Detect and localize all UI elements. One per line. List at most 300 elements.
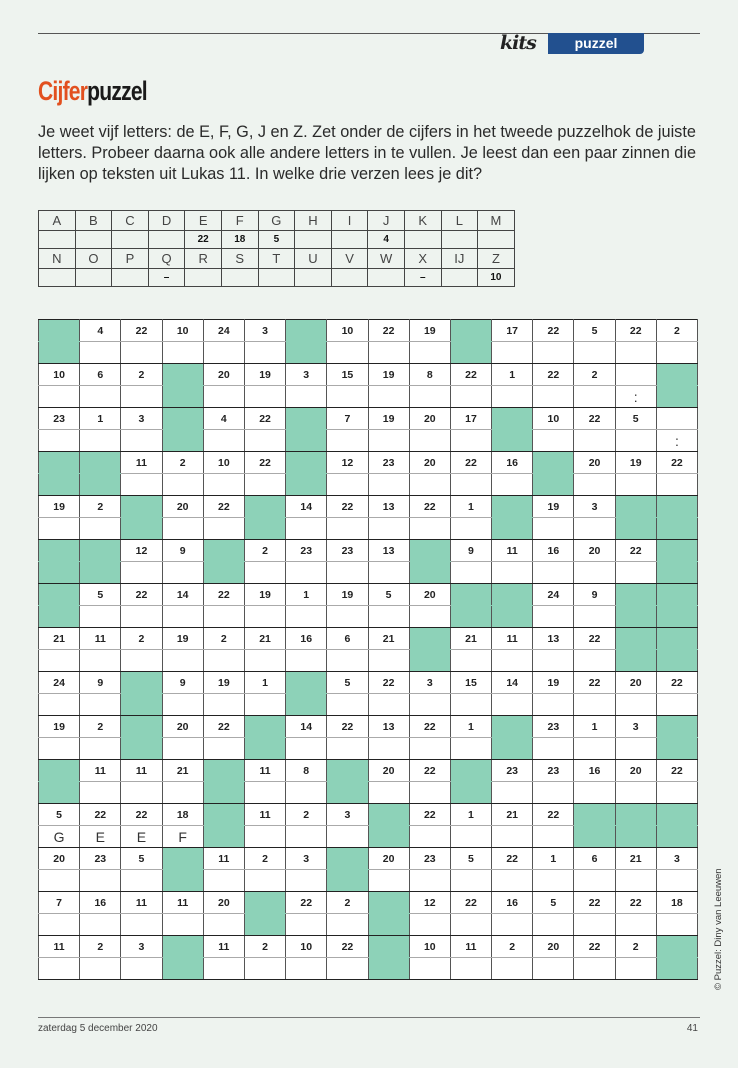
cell-letter-input[interactable] xyxy=(286,958,327,980)
cell-letter-input[interactable] xyxy=(409,342,450,364)
cell-letter-input[interactable] xyxy=(286,606,327,628)
cell-letter-input[interactable] xyxy=(203,474,244,496)
grid-number-row xyxy=(39,760,698,782)
cell-letter-input[interactable] xyxy=(80,386,121,408)
legend-letter-cell: C xyxy=(112,211,149,231)
cell-letter-input[interactable] xyxy=(368,738,409,760)
cell-number: 22 xyxy=(533,804,574,826)
cell-letter-input[interactable] xyxy=(80,694,121,716)
cell-number: 11 xyxy=(121,892,162,914)
cell-letter-input[interactable] xyxy=(533,562,574,584)
block-cell xyxy=(492,584,533,606)
cell-number xyxy=(656,408,697,430)
cell-letter-input[interactable] xyxy=(203,738,244,760)
cell-letter-input[interactable] xyxy=(409,430,450,452)
cell-letter-input[interactable] xyxy=(615,958,656,980)
cell-letter-input[interactable] xyxy=(656,782,697,804)
block-cell xyxy=(368,804,409,826)
cell-letter-input[interactable] xyxy=(121,650,162,672)
cell-letter-input[interactable]: E xyxy=(121,826,162,848)
cell-letter-input[interactable] xyxy=(244,958,285,980)
cell-letter-input[interactable] xyxy=(409,958,450,980)
cell-number: 5 xyxy=(533,892,574,914)
cell-letter-input[interactable] xyxy=(39,694,80,716)
cell-letter-input[interactable] xyxy=(327,474,368,496)
cell-letter-input[interactable] xyxy=(492,562,533,584)
cell-letter-input[interactable] xyxy=(492,694,533,716)
cell-letter-input[interactable] xyxy=(368,518,409,540)
cell-letter-input[interactable] xyxy=(533,386,574,408)
legend-letter-cell: U xyxy=(295,249,332,269)
legend-number-cell[interactable]: 10 xyxy=(478,269,515,287)
title-part-1: Cijfer xyxy=(38,76,88,106)
cell-letter-input[interactable] xyxy=(368,782,409,804)
cell-number: 11 xyxy=(203,936,244,958)
grid-number-row xyxy=(39,628,698,650)
cell-number: 8 xyxy=(286,760,327,782)
cell-letter-input[interactable] xyxy=(39,738,80,760)
cell-letter-input[interactable] xyxy=(203,606,244,628)
legend-number-cell[interactable]: 18 xyxy=(221,231,258,249)
cell-letter-input[interactable] xyxy=(450,518,491,540)
cell-letter-input[interactable] xyxy=(80,782,121,804)
cell-letter-input[interactable] xyxy=(327,386,368,408)
cell-letter-input[interactable] xyxy=(450,914,491,936)
cell-letter-input[interactable] xyxy=(286,782,327,804)
cell-letter-input[interactable] xyxy=(39,958,80,980)
cell-number: 22 xyxy=(327,496,368,518)
cell-letter-input[interactable] xyxy=(203,518,244,540)
cell-letter-input[interactable] xyxy=(244,826,285,848)
cell-letter-input[interactable]: E xyxy=(80,826,121,848)
cell-letter-input[interactable] xyxy=(492,826,533,848)
legend-letter-cell: M xyxy=(478,211,515,231)
cell-number: 5 xyxy=(615,408,656,430)
legend-number-cell[interactable] xyxy=(368,269,405,287)
cell-number: 2 xyxy=(244,848,285,870)
cell-letter-input[interactable] xyxy=(615,342,656,364)
cell-letter-input[interactable] xyxy=(533,518,574,540)
cell-number: 12 xyxy=(409,892,450,914)
cell-letter-input[interactable]: : xyxy=(615,386,656,408)
cell-letter-input[interactable] xyxy=(492,782,533,804)
cell-letter-input[interactable] xyxy=(656,870,697,892)
block-cell xyxy=(656,936,697,958)
cell-letter-input[interactable] xyxy=(656,474,697,496)
legend-number-cell[interactable]: 4 xyxy=(368,231,405,249)
legend-number-cell[interactable]: 5 xyxy=(258,231,295,249)
legend-number-cell[interactable] xyxy=(258,269,295,287)
cell-letter-input[interactable] xyxy=(162,738,203,760)
cell-letter-input[interactable] xyxy=(615,694,656,716)
cell-letter-input[interactable] xyxy=(368,694,409,716)
cell-letter-input[interactable] xyxy=(203,386,244,408)
block-cell xyxy=(286,342,327,364)
cell-number: 9 xyxy=(162,540,203,562)
legend-number-cell[interactable] xyxy=(39,231,76,249)
cell-number: 22 xyxy=(244,452,285,474)
cell-number: 22 xyxy=(121,584,162,606)
cell-letter-input[interactable] xyxy=(121,914,162,936)
block-cell xyxy=(368,892,409,914)
cell-number: 5 xyxy=(121,848,162,870)
cell-letter-input[interactable] xyxy=(492,342,533,364)
cell-letter-input[interactable] xyxy=(615,738,656,760)
cell-number: 5 xyxy=(450,848,491,870)
cell-letter-input[interactable] xyxy=(203,958,244,980)
cell-number: 11 xyxy=(450,936,491,958)
legend-number-cell[interactable] xyxy=(112,231,149,249)
block-cell xyxy=(450,782,491,804)
legend-letter-cell: O xyxy=(75,249,112,269)
cell-number: 19 xyxy=(39,716,80,738)
block-cell xyxy=(203,804,244,826)
cell-letter-input[interactable] xyxy=(244,562,285,584)
cell-letter-input[interactable] xyxy=(286,650,327,672)
cell-letter-input[interactable] xyxy=(121,782,162,804)
cell-letter-input[interactable] xyxy=(244,694,285,716)
cell-letter-input[interactable] xyxy=(162,694,203,716)
block-cell xyxy=(615,826,656,848)
legend-number-cell[interactable] xyxy=(221,269,258,287)
legend-number-cell[interactable] xyxy=(404,231,441,249)
cell-letter-input[interactable] xyxy=(656,694,697,716)
cell-number: 6 xyxy=(80,364,121,386)
cell-letter-input[interactable] xyxy=(533,430,574,452)
cell-letter-input[interactable] xyxy=(327,738,368,760)
cell-letter-input[interactable] xyxy=(39,430,80,452)
block-cell xyxy=(286,694,327,716)
legend-number-cell[interactable] xyxy=(112,269,149,287)
cell-letter-input[interactable] xyxy=(492,958,533,980)
cell-letter-input[interactable] xyxy=(286,518,327,540)
cell-letter-input[interactable] xyxy=(327,342,368,364)
cell-letter-input[interactable] xyxy=(327,606,368,628)
cell-number: 10 xyxy=(162,320,203,342)
cell-letter-input[interactable] xyxy=(615,474,656,496)
cell-letter-input[interactable] xyxy=(450,562,491,584)
cell-letter-input[interactable] xyxy=(244,650,285,672)
cell-letter-input[interactable] xyxy=(121,474,162,496)
cell-letter-input[interactable] xyxy=(327,694,368,716)
cell-letter-input[interactable] xyxy=(533,870,574,892)
cell-letter-input[interactable] xyxy=(203,430,244,452)
cell-letter-input[interactable] xyxy=(80,650,121,672)
cell-letter-input[interactable] xyxy=(574,430,615,452)
cell-letter-input[interactable] xyxy=(244,342,285,364)
cell-number: 4 xyxy=(80,320,121,342)
cell-letter-input[interactable] xyxy=(409,914,450,936)
cell-letter-input[interactable] xyxy=(327,914,368,936)
cell-letter-input[interactable] xyxy=(574,694,615,716)
cell-letter-input[interactable]: : xyxy=(656,430,697,452)
cell-number: 6 xyxy=(327,628,368,650)
cell-letter-input[interactable] xyxy=(244,430,285,452)
cell-letter-input[interactable] xyxy=(656,914,697,936)
cell-letter-input[interactable] xyxy=(533,782,574,804)
cell-letter-input[interactable] xyxy=(574,518,615,540)
legend-number-cell[interactable]: – xyxy=(148,269,185,287)
cell-number: 20 xyxy=(368,760,409,782)
block-cell xyxy=(162,848,203,870)
block-cell xyxy=(615,606,656,628)
cell-number: 22 xyxy=(450,892,491,914)
cell-letter-input[interactable] xyxy=(327,430,368,452)
cell-letter-input[interactable] xyxy=(39,518,80,540)
cell-number: 19 xyxy=(39,496,80,518)
legend-number-cell[interactable] xyxy=(148,231,185,249)
legend-letter-cell: I xyxy=(331,211,368,231)
cell-number: 11 xyxy=(121,760,162,782)
cell-letter-input[interactable] xyxy=(409,826,450,848)
legend-number-cell[interactable] xyxy=(441,269,478,287)
cell-number: 3 xyxy=(409,672,450,694)
cell-letter-input[interactable] xyxy=(80,342,121,364)
grid-number-row xyxy=(39,540,698,562)
cell-letter-input[interactable] xyxy=(162,562,203,584)
cell-letter-input[interactable] xyxy=(286,826,327,848)
cell-letter-input[interactable] xyxy=(450,650,491,672)
legend-number-cell[interactable] xyxy=(295,231,332,249)
cell-letter-input[interactable] xyxy=(409,386,450,408)
cell-letter-input[interactable] xyxy=(286,914,327,936)
cell-letter-input[interactable] xyxy=(409,694,450,716)
cell-letter-input[interactable] xyxy=(450,826,491,848)
cell-number: 2 xyxy=(121,364,162,386)
cell-letter-input[interactable] xyxy=(656,342,697,364)
cell-letter-input[interactable] xyxy=(327,518,368,540)
cell-letter-input[interactable] xyxy=(244,474,285,496)
cell-letter-input[interactable] xyxy=(615,914,656,936)
cell-letter-input[interactable] xyxy=(574,650,615,672)
cell-letter-input[interactable] xyxy=(203,342,244,364)
legend-number-cell[interactable] xyxy=(185,269,222,287)
grid-number-row xyxy=(39,320,698,342)
cell-letter-input[interactable] xyxy=(368,562,409,584)
cell-letter-input[interactable] xyxy=(409,606,450,628)
cell-letter-input[interactable] xyxy=(533,914,574,936)
cell-number: 22 xyxy=(574,408,615,430)
block-cell xyxy=(492,606,533,628)
cell-letter-input[interactable] xyxy=(121,342,162,364)
cell-letter-input[interactable] xyxy=(80,738,121,760)
cell-letter-input[interactable] xyxy=(450,386,491,408)
cell-letter-input[interactable] xyxy=(286,386,327,408)
cell-letter-input[interactable] xyxy=(121,430,162,452)
cell-letter-input[interactable] xyxy=(327,650,368,672)
cell-letter-input[interactable] xyxy=(121,606,162,628)
cell-letter-input[interactable] xyxy=(162,914,203,936)
cell-letter-input[interactable] xyxy=(121,958,162,980)
cell-letter-input[interactable] xyxy=(492,474,533,496)
legend-letter-cell: D xyxy=(148,211,185,231)
legend-number-cell[interactable]: – xyxy=(404,269,441,287)
cell-letter-input[interactable] xyxy=(533,738,574,760)
cell-letter-input[interactable] xyxy=(409,518,450,540)
block-cell xyxy=(533,452,574,474)
cell-letter-input[interactable] xyxy=(450,738,491,760)
cell-letter-input[interactable] xyxy=(121,386,162,408)
block-cell xyxy=(286,430,327,452)
legend-number-cell[interactable]: 22 xyxy=(185,231,222,249)
block-cell xyxy=(286,320,327,342)
cell-letter-input[interactable] xyxy=(450,694,491,716)
cell-letter-input[interactable] xyxy=(327,958,368,980)
cell-letter-input[interactable] xyxy=(162,782,203,804)
cell-letter-input[interactable] xyxy=(121,562,162,584)
cell-number: 22 xyxy=(409,496,450,518)
cell-number: 19 xyxy=(368,364,409,386)
cell-letter-input[interactable] xyxy=(492,870,533,892)
legend-number-cell[interactable] xyxy=(441,231,478,249)
cell-number: 22 xyxy=(533,320,574,342)
cell-letter-input[interactable] xyxy=(450,474,491,496)
cell-letter-input[interactable] xyxy=(615,870,656,892)
cell-letter-input[interactable] xyxy=(492,386,533,408)
cell-letter-input[interactable] xyxy=(368,386,409,408)
cell-number: 14 xyxy=(162,584,203,606)
cell-letter-input[interactable] xyxy=(162,474,203,496)
cell-letter-input[interactable] xyxy=(327,562,368,584)
cell-letter-input[interactable] xyxy=(533,958,574,980)
cell-number: 2 xyxy=(80,716,121,738)
legend-number-cell[interactable] xyxy=(75,231,112,249)
cell-letter-input[interactable] xyxy=(450,958,491,980)
cell-letter-input[interactable] xyxy=(574,782,615,804)
cell-letter-input[interactable] xyxy=(244,782,285,804)
cell-letter-input[interactable] xyxy=(39,870,80,892)
cell-letter-input[interactable] xyxy=(574,958,615,980)
block-cell xyxy=(203,826,244,848)
legend-letter-cell: N xyxy=(39,249,76,269)
cell-letter-input[interactable] xyxy=(574,914,615,936)
cell-letter-input[interactable] xyxy=(244,870,285,892)
block-cell xyxy=(162,408,203,430)
cell-letter-input[interactable] xyxy=(368,870,409,892)
cell-letter-input[interactable] xyxy=(121,870,162,892)
cell-letter-input[interactable] xyxy=(203,914,244,936)
cell-letter-input[interactable] xyxy=(574,342,615,364)
cell-letter-input[interactable] xyxy=(533,694,574,716)
block-cell xyxy=(574,804,615,826)
cell-number: 15 xyxy=(327,364,368,386)
cell-letter-input[interactable] xyxy=(368,430,409,452)
cell-letter-input[interactable] xyxy=(574,870,615,892)
cell-letter-input[interactable]: F xyxy=(162,826,203,848)
block-cell xyxy=(409,562,450,584)
cell-letter-input[interactable] xyxy=(286,738,327,760)
cell-letter-input[interactable] xyxy=(409,870,450,892)
cell-letter-input[interactable] xyxy=(368,342,409,364)
cell-letter-input[interactable] xyxy=(203,650,244,672)
block-cell xyxy=(80,474,121,496)
block-cell xyxy=(656,606,697,628)
cell-number: 20 xyxy=(409,408,450,430)
cell-letter-input[interactable] xyxy=(492,650,533,672)
cell-letter-input[interactable] xyxy=(533,606,574,628)
cell-letter-input[interactable] xyxy=(492,914,533,936)
cell-letter-input[interactable] xyxy=(409,738,450,760)
cell-number: 23 xyxy=(286,540,327,562)
legend-number-cell[interactable] xyxy=(75,269,112,287)
cell-letter-input[interactable] xyxy=(39,650,80,672)
cell-letter-input[interactable] xyxy=(615,430,656,452)
legend-number-cell[interactable] xyxy=(39,269,76,287)
cell-letter-input[interactable] xyxy=(203,870,244,892)
legend-letter-cell: R xyxy=(185,249,222,269)
legend-number-cell[interactable] xyxy=(295,269,332,287)
cell-letter-input[interactable] xyxy=(162,650,203,672)
cell-letter-input[interactable] xyxy=(368,650,409,672)
cell-letter-input[interactable] xyxy=(244,606,285,628)
grid-number-row xyxy=(39,584,698,606)
cell-letter-input[interactable] xyxy=(368,606,409,628)
cell-letter-input[interactable] xyxy=(286,870,327,892)
block-cell xyxy=(656,364,697,386)
grid-number-row xyxy=(39,672,698,694)
cell-letter-input[interactable] xyxy=(409,782,450,804)
legend-number-cell[interactable] xyxy=(331,269,368,287)
cell-letter-input[interactable] xyxy=(162,518,203,540)
block-cell xyxy=(615,496,656,518)
cell-number: 3 xyxy=(286,848,327,870)
cell-letter-input[interactable] xyxy=(574,474,615,496)
legend-number-cell[interactable] xyxy=(331,231,368,249)
cell-letter-input[interactable] xyxy=(244,386,285,408)
cell-letter-input[interactable] xyxy=(450,430,491,452)
block-cell xyxy=(656,584,697,606)
cell-letter-input[interactable] xyxy=(615,562,656,584)
cell-number: 22 xyxy=(492,848,533,870)
grid-letter-row xyxy=(39,562,698,584)
cell-letter-input[interactable] xyxy=(39,914,80,936)
cell-letter-input[interactable] xyxy=(203,694,244,716)
cell-letter-input[interactable] xyxy=(450,870,491,892)
cell-number: 16 xyxy=(492,892,533,914)
cell-letter-input[interactable] xyxy=(368,474,409,496)
cell-letter-input[interactable] xyxy=(533,650,574,672)
cell-letter-input[interactable] xyxy=(80,430,121,452)
cell-letter-input[interactable] xyxy=(533,826,574,848)
cell-letter-input[interactable] xyxy=(39,386,80,408)
cell-letter-input[interactable] xyxy=(162,342,203,364)
cell-letter-input[interactable]: G xyxy=(39,826,80,848)
grid-letter-row xyxy=(39,958,698,980)
cell-letter-input[interactable] xyxy=(162,606,203,628)
block-cell xyxy=(327,760,368,782)
cell-letter-input[interactable] xyxy=(80,606,121,628)
cell-letter-input[interactable] xyxy=(80,518,121,540)
cell-number: 8 xyxy=(409,364,450,386)
cell-letter-input[interactable] xyxy=(80,914,121,936)
cell-letter-input[interactable] xyxy=(286,562,327,584)
cell-letter-input[interactable] xyxy=(533,342,574,364)
cell-letter-input[interactable] xyxy=(327,826,368,848)
cell-number: 9 xyxy=(162,672,203,694)
block-cell xyxy=(244,518,285,540)
cell-letter-input[interactable] xyxy=(574,606,615,628)
cell-letter-input[interactable] xyxy=(409,474,450,496)
cell-letter-input[interactable] xyxy=(615,782,656,804)
block-cell xyxy=(80,540,121,562)
cell-number: 3 xyxy=(286,364,327,386)
legend-number-cell[interactable] xyxy=(478,231,515,249)
cell-letter-input[interactable] xyxy=(574,738,615,760)
cell-letter-input[interactable] xyxy=(574,562,615,584)
cell-letter-input[interactable] xyxy=(574,386,615,408)
cell-letter-input[interactable] xyxy=(80,958,121,980)
cell-letter-input[interactable] xyxy=(80,870,121,892)
